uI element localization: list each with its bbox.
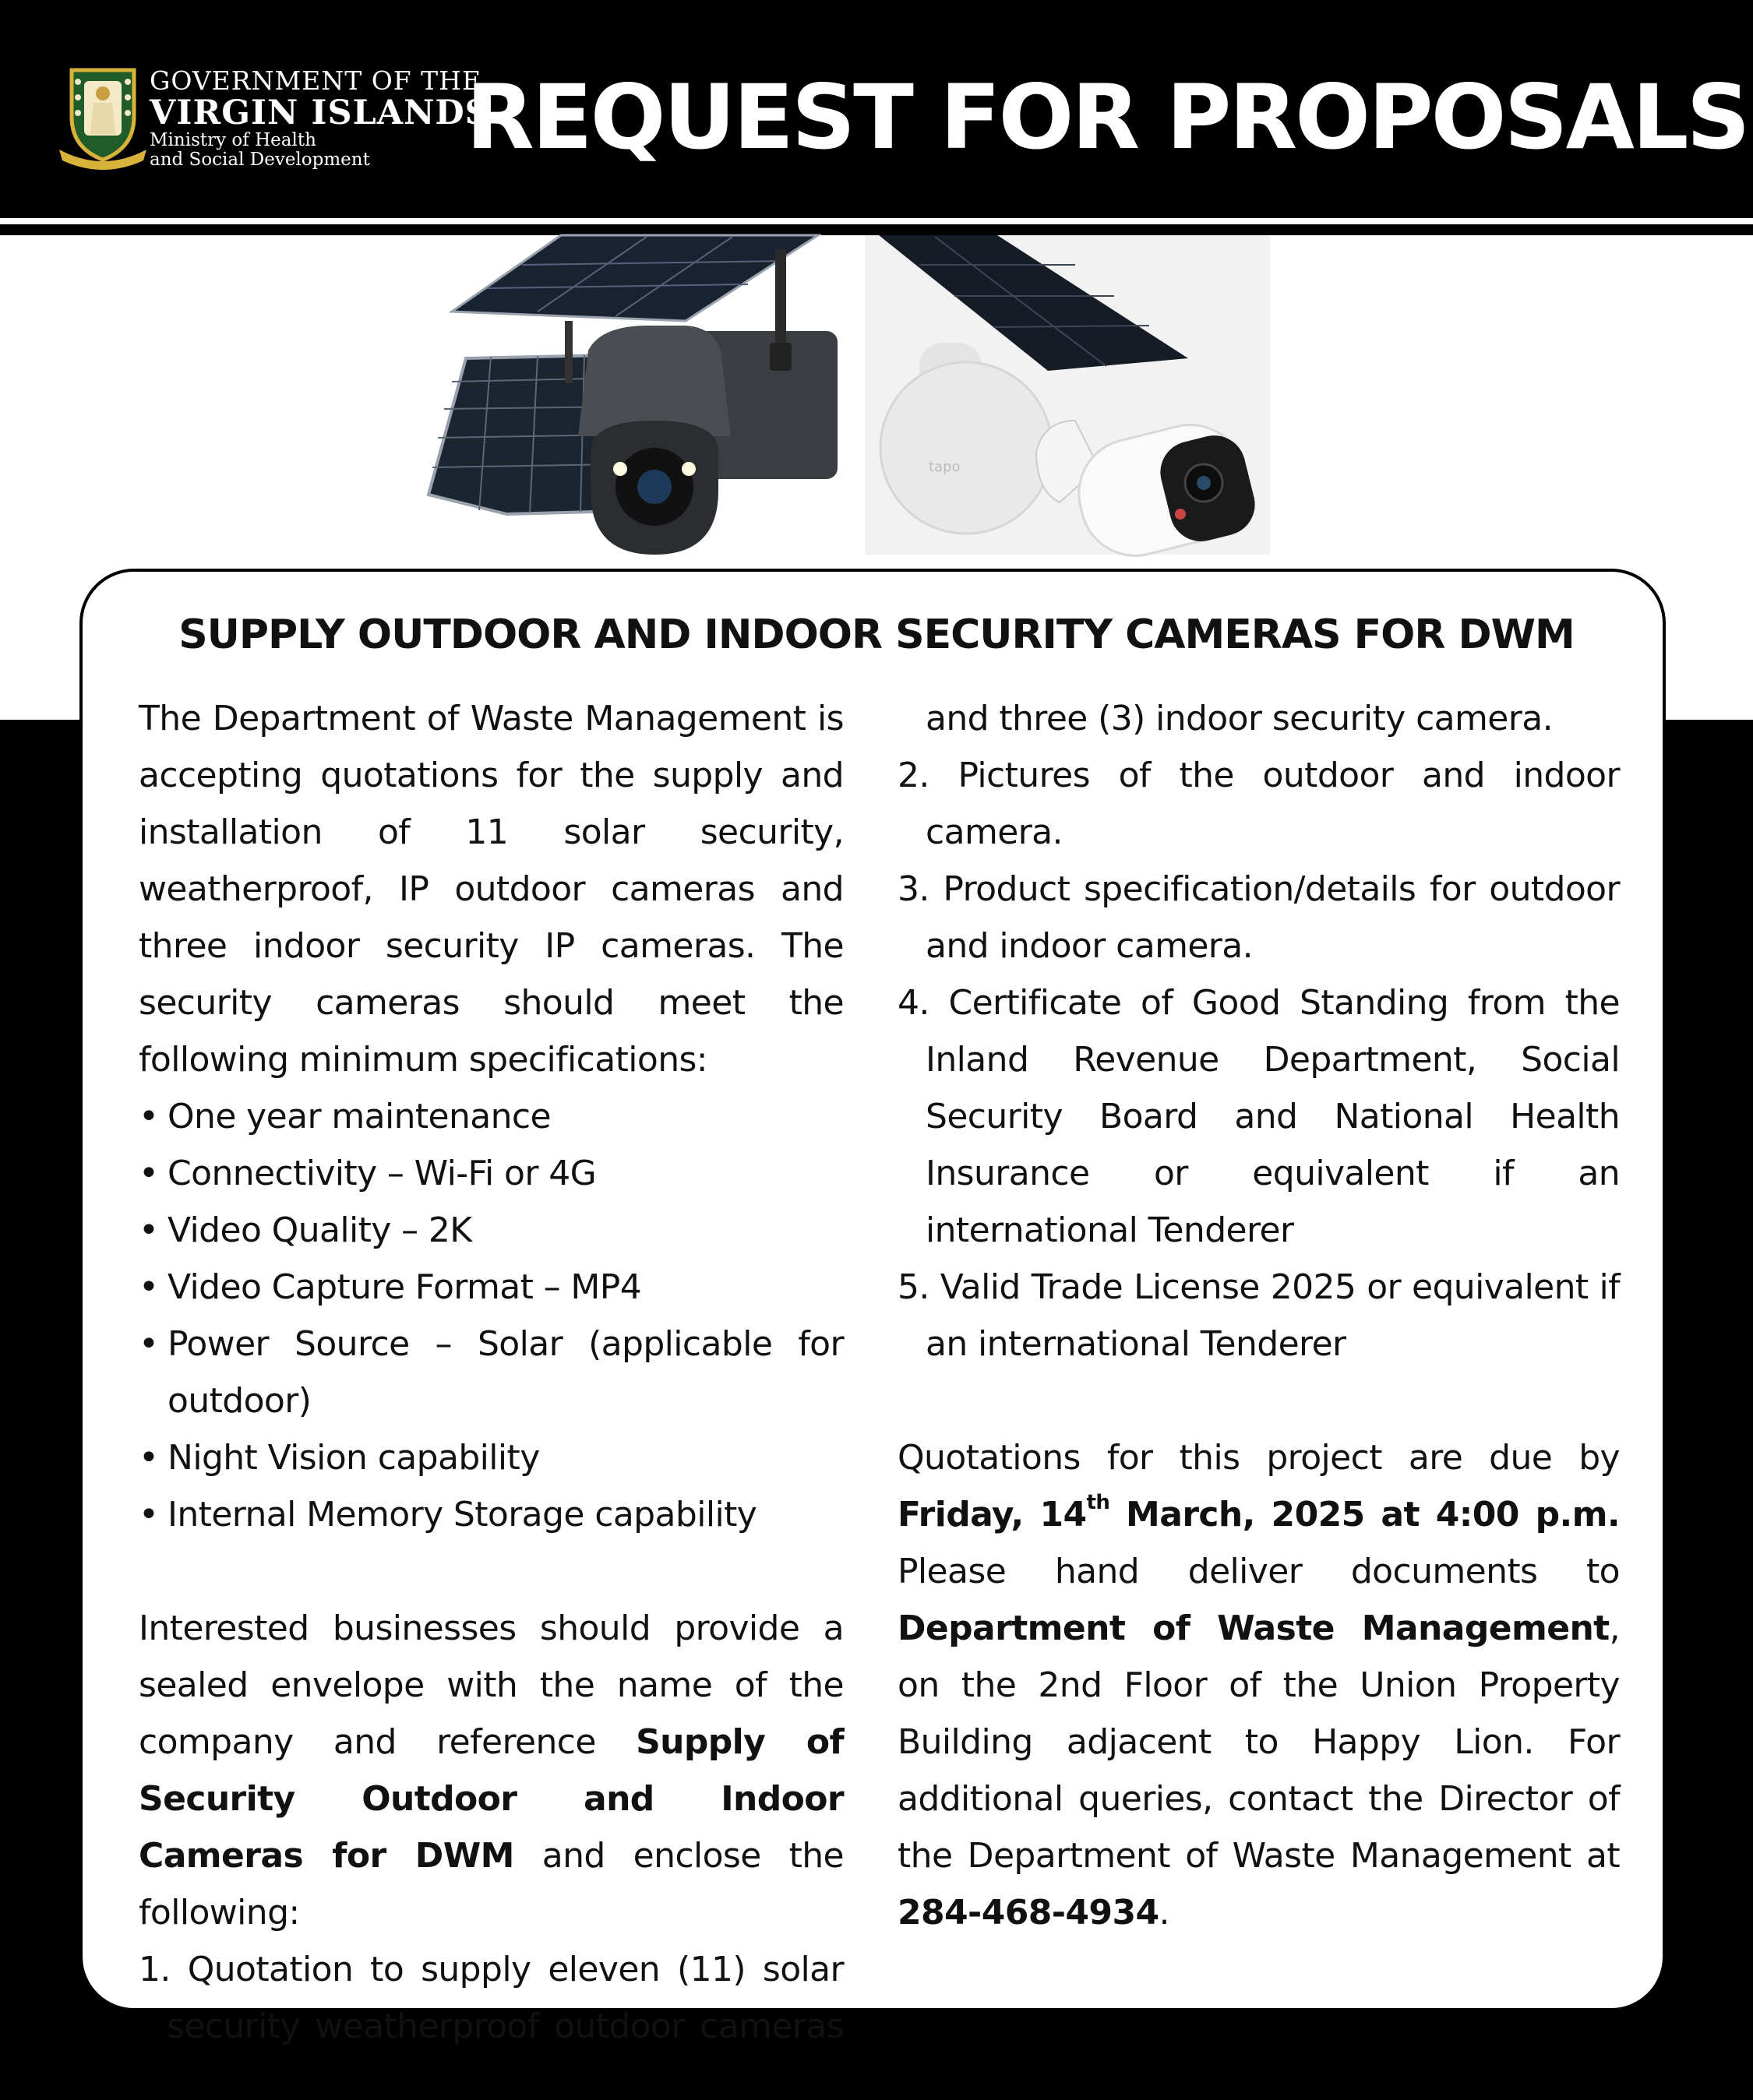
requirement-item-1: 1. Quotation to supply eleven (11) solar bbox=[139, 1950, 844, 1989]
phone-number: 284-468-4934 bbox=[898, 1893, 1159, 1933]
due-date-day: Friday, 14 bbox=[898, 1495, 1087, 1534]
requirement-item-3: 3. Product specification/details for outdoor and indoor camera. bbox=[898, 869, 1620, 966]
svg-text:tapo: tapo bbox=[929, 459, 961, 475]
due-date bbox=[898, 1491, 1620, 1534]
deliver-text: Please hand deliver documents to bbox=[898, 1552, 1620, 1591]
gov-line-4: and Social Development bbox=[150, 150, 370, 170]
period: . bbox=[1159, 1893, 1169, 1933]
page-title: REQUEST FOR PROPOSALS bbox=[466, 65, 1748, 169]
requirement-item-1-cont: security weatherproof outdoor cameras bbox=[167, 2007, 844, 2046]
requirement-item-1-end: and three (3) indoor security camera. bbox=[926, 699, 1554, 738]
due-paragraph bbox=[898, 1429, 1620, 1941]
intro-paragraph: The Department of Waste Management is accepting quotations for the supply and installation of 11 solar security, weatherproof, IP outdoor cameras and three indoor security IP cameras. The security cameras should meet the following minimum specifications: bbox=[139, 699, 844, 1080]
coat-of-arms-icon bbox=[56, 62, 150, 171]
gov-line-2: VIRGIN ISLANDS bbox=[150, 93, 490, 132]
interested-text: Interested businesses should provide a sealed envelope with the name of the company and reference bbox=[139, 1608, 844, 1762]
gov-line-1: GOVERNMENT OF THE bbox=[150, 65, 482, 96]
solar-ptz-camera-icon bbox=[429, 235, 838, 555]
header-divider bbox=[0, 218, 1753, 224]
spec-item: • Video Capture Format – MP4 bbox=[139, 1259, 844, 1316]
deliver-text-end: , on the 2nd Floor of the Union Property Building adjacent to Happy Lion. For additional queries, contact the Director of the Department of Waste Management at bbox=[898, 1608, 1620, 1876]
gov-line-3: Ministry of Health bbox=[150, 130, 316, 150]
spec-item: • One year maintenance bbox=[139, 1088, 844, 1145]
interested-text-end: and enclose the following: bbox=[139, 1836, 844, 1933]
solar-bullet-camera-icon bbox=[865, 235, 1270, 561]
spec-item: • Night Vision capability bbox=[139, 1429, 844, 1486]
right-column bbox=[898, 690, 1620, 1941]
interested-paragraph bbox=[139, 1600, 844, 1941]
spec-item: • Power Source – Solar (applicable for outdoor) bbox=[139, 1316, 844, 1429]
spec-item: • Internal Memory Storage capability bbox=[139, 1486, 844, 1543]
due-text: Quotations for this project are due by bbox=[898, 1438, 1620, 1478]
requirement-item-4: 4. Certificate of Good Standing from the Inland Revenue Department, Social Security Board and National Health Insurance or equivalent if an international Tenderer bbox=[898, 983, 1620, 1250]
spec-item: • Connectivity – Wi-Fi or 4G bbox=[139, 1145, 844, 1202]
spec-item: • Video Quality – 2K bbox=[139, 1202, 844, 1259]
due-date-rest: March, 2025 at 4:00 p.m. bbox=[1109, 1495, 1620, 1534]
rfp-heading: SUPPLY OUTDOOR AND INDOOR SECURITY CAMERAS FOR DWM bbox=[178, 611, 1575, 658]
left-column bbox=[139, 690, 844, 2055]
requirement-item-2: 2. Pictures of the outdoor and indoor camera. bbox=[898, 756, 1620, 852]
reference-title: Supply of Security Outdoor and Indoor Cameras for DWM bbox=[139, 1722, 844, 1876]
due-date-suffix: th bbox=[1086, 1491, 1110, 1515]
department-name: Department of Waste Management bbox=[898, 1608, 1610, 1648]
requirement-item-5: 5. Valid Trade License 2025 or equivalent if an international Tenderer bbox=[898, 1267, 1620, 1364]
camera-images bbox=[421, 234, 1278, 561]
government-logo-text bbox=[150, 67, 490, 170]
